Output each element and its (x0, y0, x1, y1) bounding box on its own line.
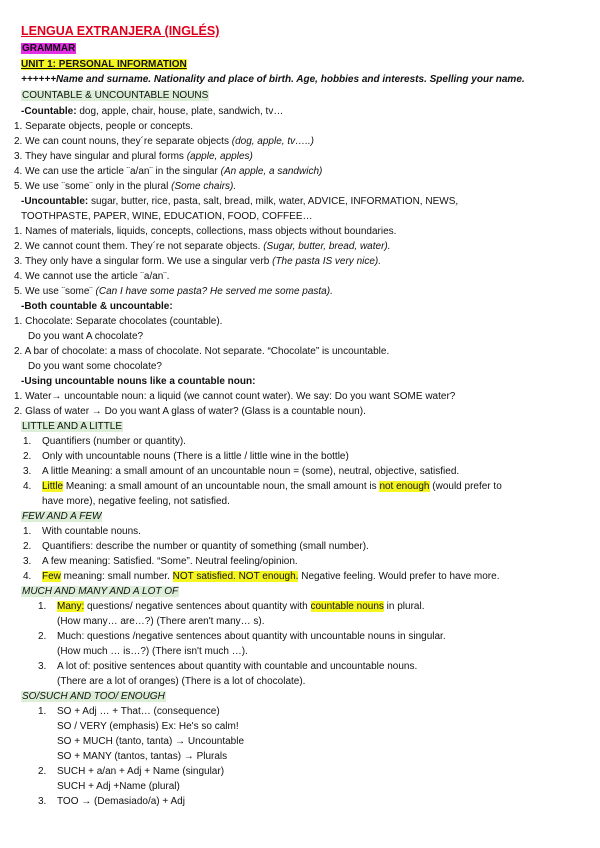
item-text: We cannot use the article ¨a/an¨. (22, 271, 170, 282)
item-text: A little Meaning: a small amount of an uncountable noun = (some), neutral, objective, satisfied. (42, 466, 460, 477)
list-item (14, 256, 381, 268)
item-text-part: questions/ negative sentences about quantity with (84, 601, 311, 612)
list-item: 1. Water→ uncountable noun: a liquid (we cannot count water). We say: Do you want SOME water? (14, 391, 456, 402)
section-heading-so-such (21, 691, 166, 703)
section-heading-little (21, 421, 123, 433)
item-text-part: in plural. (383, 601, 425, 612)
item-number: 5. (14, 286, 23, 297)
highlight-not-enough: not enough (379, 481, 430, 492)
item-text (42, 481, 502, 493)
section-heading-text: FEW AND A FEW (22, 511, 102, 522)
item-text (57, 601, 424, 613)
item-text-continued: have more), negative feeling, not satisfied. (42, 496, 230, 507)
item-text-continued: SUCH + Adj +Name (plural) (57, 781, 180, 792)
list-item (38, 631, 46, 643)
list-item-example: Do you want A chocolate? (28, 331, 144, 342)
list-item (23, 481, 31, 493)
item-text: Names of materials, liquids, concepts, collections, mass objects without boundaries. (22, 226, 397, 237)
list-item (38, 796, 46, 808)
item-number: 1. (23, 526, 32, 537)
item-number: 3. (23, 556, 32, 567)
item-text-part: Meaning: a small amount of an uncountable noun, the small amount is (63, 481, 380, 492)
item-number: 2. (38, 631, 47, 642)
item-text: We cannot count them. They´re not separate objects. (22, 241, 264, 252)
item-text-continued: SO + MUCH (tanto, tanta) → Uncountable (57, 736, 245, 747)
section-heading-text: LITTLE AND A LITTLE (22, 421, 123, 432)
item-number: 3. (38, 796, 47, 807)
item-number: 1. (14, 121, 23, 132)
list-item: 2. Glass of water → Do you want A glass of water? (Glass is a countable noun). (14, 406, 366, 417)
item-example: (Sugar, butter, bread, water). (263, 241, 391, 252)
list-item (23, 571, 31, 583)
item-text: Much: questions /negative sentences about quantity with uncountable nouns in singular. (57, 631, 446, 642)
list-item (23, 556, 31, 568)
list-item (14, 241, 391, 253)
item-text-part: Negative feeling. Would prefer to have more. (298, 571, 500, 582)
section-heading-text: MUCH AND MANY AND A LOT OF (22, 586, 179, 597)
uncountable-label: -Uncountable: (21, 196, 89, 207)
unit-intro: ++++++Name and surname. Nationality and place of birth. Age, hobbies and interests. Spelling your name. (21, 74, 525, 85)
item-example: (An apple, a sandwich) (220, 166, 323, 177)
list-item-example: Do you want some chocolate? (28, 361, 162, 372)
item-number: 3. (23, 466, 32, 477)
item-number: 1. (38, 601, 47, 612)
section-heading-countable (21, 90, 209, 102)
list-item: 1. Chocolate: Separate chocolates (countable). (14, 316, 223, 327)
list-item (23, 466, 31, 478)
item-text: We can use the article ¨a/an¨ in the singular (22, 166, 221, 177)
item-text-continued: (There are a lot of oranges) (There is a lot of chocolate). (57, 676, 306, 687)
list-item (38, 766, 46, 778)
item-text-continued: SO + MANY (tantos, tantas) → Plurals (57, 751, 228, 762)
item-text: A lot of: positive sentences about quantity with countable and uncountable nouns. (57, 661, 418, 672)
item-number: 4. (23, 571, 32, 582)
list-item (38, 661, 46, 673)
unit-heading (21, 59, 187, 71)
list-item (14, 166, 322, 178)
both-heading: -Both countable & uncountable: (21, 301, 173, 312)
item-text: A few meaning: Satisfied. “Some”. Neutral feeling/opinion. (42, 556, 298, 567)
item-text: TOO → (Demasiado/a) + Adj (57, 796, 185, 807)
item-text-continued: (How many… are…?) (There aren't many… s). (57, 616, 265, 627)
uncountable-examples: sugar, butter, rice, pasta, salt, bread, milk, water, ADVICE, INFORMATION, NEWS, (88, 196, 459, 207)
item-number: 4. (14, 271, 23, 282)
countable-examples: dog, apple, chair, house, plate, sandwich, tv… (76, 106, 284, 117)
list-item (14, 226, 396, 238)
item-number: 2. (23, 451, 32, 462)
item-example: (Can I have some pasta? He served me some pasta). (95, 286, 333, 297)
list-item (14, 136, 314, 148)
list-item (23, 526, 31, 538)
item-number: 4. (23, 481, 32, 492)
item-text: Quantifiers (number or quantity). (42, 436, 186, 447)
item-text-continued: (How much … is…?) (There isn't much …). (57, 646, 248, 657)
item-number: 3. (14, 151, 23, 162)
item-example: (apple, apples) (186, 151, 253, 162)
list-item (14, 151, 253, 163)
item-number: 2. (14, 241, 23, 252)
section-heading-few (21, 511, 102, 523)
item-text: We can count nouns, they´re separate objects (22, 136, 232, 147)
item-text-part: meaning: small number. (60, 571, 173, 582)
uncountable-as-countable-heading: -Using uncountable nouns like a countable noun: (21, 376, 256, 387)
item-text-part: (would prefer to (429, 481, 502, 492)
item-text: We use ¨some¨ only in the plural (22, 181, 172, 192)
section-heading-text: COUNTABLE & UNCOUNTABLE NOUNS (22, 90, 209, 101)
list-item (23, 436, 31, 448)
highlight-not-satisfied: NOT satisfied. NOT enough. (172, 571, 299, 582)
item-example: (dog, apple, tv…..) (231, 136, 314, 147)
item-text: Quantifiers: describe the number or quantity of something (small number). (42, 541, 369, 552)
item-text: SUCH + a/an + Adj + Name (singular) (57, 766, 225, 777)
uncountable-definition (21, 196, 458, 208)
list-item (23, 451, 31, 463)
item-number: 2. (38, 766, 47, 777)
highlight-little: Little (42, 481, 64, 492)
countable-label: -Countable: (21, 106, 77, 117)
item-example: (Some chairs). (171, 181, 237, 192)
list-item (38, 706, 46, 718)
item-text: They only have a singular form. We use a singular verb (22, 256, 273, 267)
item-example: (The pasta IS very nice). (272, 256, 382, 267)
item-text: They have singular and plural forms (22, 151, 187, 162)
highlight-few: Few (42, 571, 61, 582)
document-title: LENGUA EXTRANJERA (INGLÉS) (21, 24, 220, 38)
list-item (14, 286, 333, 298)
item-text-continued: SO / VERY (emphasis) Ex: He's so calm! (57, 721, 239, 732)
item-number: 3. (14, 256, 23, 267)
item-text: SO + Adj … + That… (consequence) (57, 706, 220, 717)
item-text: Separate objects, people or concepts. (22, 121, 194, 132)
list-item: 2. A bar of chocolate: a mass of chocolate. Not separate. “Chocolate” is uncountable. (14, 346, 390, 357)
countable-definition (21, 106, 283, 118)
item-number: 2. (23, 541, 32, 552)
item-text: We use ¨some¨ (22, 286, 96, 297)
item-number: 1. (38, 706, 47, 717)
item-text (42, 571, 499, 583)
list-item (38, 601, 46, 613)
item-text: Only with uncountable nouns (There is a little / little wine in the bottle) (42, 451, 349, 462)
item-number: 3. (38, 661, 47, 672)
section-heading-much (21, 586, 179, 598)
item-number: 2. (14, 136, 23, 147)
unit-label: UNIT 1: PERSONAL INFORMATION (21, 59, 187, 70)
item-number: 1. (14, 226, 23, 237)
list-item (14, 181, 236, 193)
section-heading-text: SO/SUCH AND TOO/ ENOUGH (22, 691, 165, 702)
list-item (14, 121, 193, 133)
item-number: 1. (23, 436, 32, 447)
list-item (14, 271, 169, 283)
grammar-heading (21, 43, 76, 55)
grammar-label: GRAMMAR (22, 43, 76, 54)
item-text: With countable nouns. (42, 526, 141, 537)
list-item (23, 541, 31, 553)
uncountable-examples-continued: TOOTHPASTE, PAPER, WINE, EDUCATION, FOOD, COFFEE… (21, 211, 313, 222)
item-number: 4. (14, 166, 23, 177)
item-number: 5. (14, 181, 23, 192)
highlight-many: Many: (57, 601, 85, 612)
highlight-countable-nouns: countable nouns (310, 601, 384, 612)
